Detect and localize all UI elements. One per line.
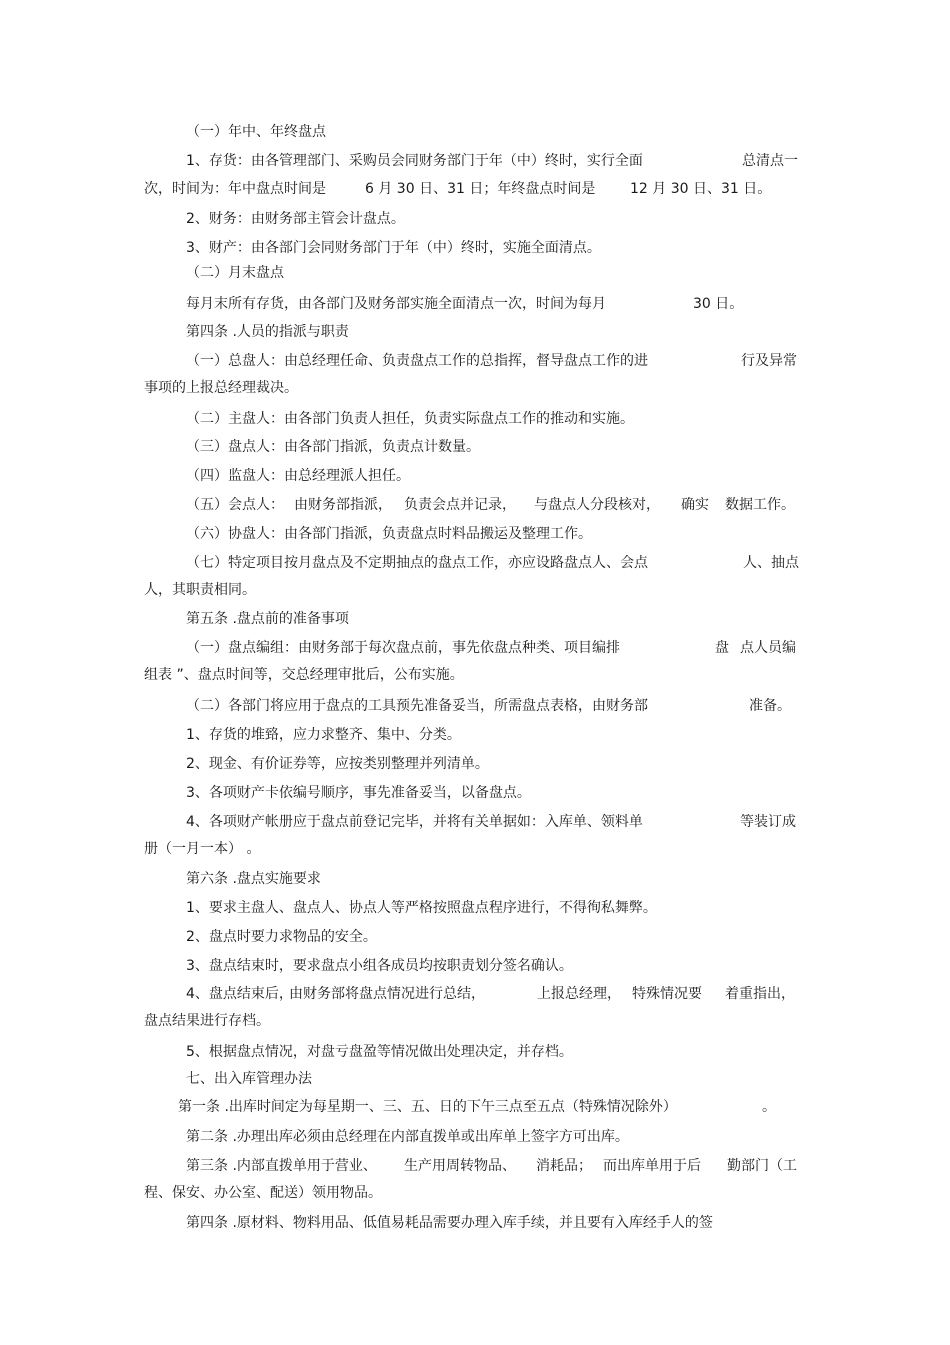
text-segment: 由财务部指派， <box>294 497 392 513</box>
text-segment: 程、保安、办公室、配送）领用物品。 <box>144 1185 382 1201</box>
text-segment: 数据工作。 <box>725 497 795 513</box>
text-segment: 册（一月一本） 。 <box>144 841 261 857</box>
text-segment: 6 月 30 日、31 日；年终盘点时间是 <box>365 181 596 197</box>
text-segment: 确实 <box>681 497 709 513</box>
text-segment: 人，其职责相同。 <box>144 582 256 598</box>
text-segment: 第三条 .内部直拨单用于营业、 <box>186 1158 377 1174</box>
text-segment: 12 月 30 日、31 日。 <box>630 181 772 197</box>
text-segment: 1、存货：由各管理部门、采购员会同财务部门于年（中）终时，实行全面 <box>186 153 643 169</box>
text-segment: 会点人： <box>228 497 284 513</box>
text-segment: 着重指出， <box>725 986 795 1002</box>
text-segment: 等装订成 <box>740 814 796 830</box>
text-segment: 2、现金、有价证券等，应按类别整理并列清单。 <box>186 756 489 772</box>
text-segment: （四）监盘人：由总经理派人担任。 <box>186 468 410 484</box>
text-segment: （二）各部门将应用于盘点的工具预先准备妥当，所需盘点表格，由财务部 <box>186 698 648 714</box>
text-segment: 组表 ”、盘点时间等，交总经理审批后，公布实施。 <box>144 667 464 683</box>
text-segment: 由财务部将盘点情况进行总结， <box>289 986 485 1002</box>
text-segment: 1、要求主盘人、盘点人、协点人等严格按照盘点程序进行，不得徇私舞弊。 <box>186 900 657 916</box>
text-segment: 2、财务：由财务部主管会计盘点。 <box>186 211 405 227</box>
text-segment: 第四条 .原材料、物料用品、低值易耗品需要办理入库手续，并且要有入库经手人的签 <box>186 1215 713 1231</box>
text-segment: 2、盘点时要力求物品的安全。 <box>186 929 377 945</box>
text-segment: 准备。 <box>749 698 791 714</box>
text-segment: 盘点结果进行存档。 <box>144 1013 270 1029</box>
text-segment: 消耗品； <box>536 1158 592 1174</box>
text-segment: 负责会点并记录， <box>404 497 516 513</box>
text-segment: （三）盘点人：由各部门指派，负责点计数量。 <box>186 439 480 455</box>
text-segment: 第六条 .盘点实施要求 <box>186 871 321 887</box>
text-segment: （一）总盘人：由总经理任命、负责盘点工作的总指挥，督导盘点工作的进 <box>186 353 648 369</box>
text-segment: （七）特定项目按月盘点及不定期抽点的盘点工作，亦应设路盘点人、会点 <box>186 555 648 571</box>
text-segment: 3、财产：由各部门会同财务部门于年（中）终时，实施全面清点。 <box>186 240 601 256</box>
text-segment: 事项的上报总经理裁决。 <box>144 380 298 396</box>
text-segment: 第二条 .办理出库必须由总经理在内部直拨单或出库单上签字方可出库。 <box>186 1129 629 1145</box>
text-segment: 而出库单用于后 <box>603 1158 701 1174</box>
text-segment: 第五条 .盘点前的准备事项 <box>186 611 349 627</box>
text-segment: 七、出入库管理办法 <box>186 1071 312 1087</box>
text-segment: 盘 <box>715 640 729 656</box>
text-segment: 1、存货的堆臵，应力求整齐、集中、分类。 <box>186 727 461 743</box>
text-segment: 点人员编 <box>740 640 796 656</box>
text-segment: 5、根据盘点情况，对盘亏盘盈等情况做出处理决定，并存档。 <box>186 1044 573 1060</box>
text-segment: （五） <box>186 497 228 513</box>
text-segment: 每月末所有存货，由各部门及财务部实施全面清点一次，时间为每月 <box>186 296 606 312</box>
text-segment: 与盘点人分段核对， <box>534 497 660 513</box>
text-segment: 第一条 .出库时间定为每星期一、三、五、日的下午三点至五点（特殊情况除外） <box>178 1099 677 1115</box>
text-segment: 勤部门（工 <box>727 1158 797 1174</box>
text-segment: （二）月末盘点 <box>186 265 284 281</box>
text-segment: 行及异常 <box>741 353 797 369</box>
text-segment: 4、盘点结束后， <box>186 986 293 1002</box>
text-segment: 总清点一 <box>742 153 798 169</box>
text-segment: 。 <box>762 1099 776 1115</box>
text-segment: （二）主盘人：由各部门负责人担任，负责实际盘点工作的推动和实施。 <box>186 411 634 427</box>
text-segment: 人、抽点 <box>743 555 799 571</box>
text-segment: 第四条 .人员的指派与职责 <box>186 324 349 340</box>
text-segment: 上报总经理， <box>537 986 621 1002</box>
text-segment: 次，时间为：年中盘点时间是 <box>144 181 326 197</box>
text-segment: （六）协盘人：由各部门指派，负责盘点时料品搬运及整理工作。 <box>186 526 592 542</box>
text-segment: （一）盘点编组：由财务部于每次盘点前，事先依盘点种类、项目编排 <box>186 640 620 656</box>
text-segment: 3、各项财产卡依编号顺序，事先准备妥当，以备盘点。 <box>186 785 531 801</box>
text-segment: （一）年中、年终盘点 <box>186 124 326 140</box>
text-segment: 特殊情况要 <box>632 986 702 1002</box>
text-segment: 生产用周转物品、 <box>404 1158 516 1174</box>
text-segment: 4、各项财产帐册应于盘点前登记完毕，并将有关单据如：入库单、领料单 <box>186 814 643 830</box>
text-segment: 30 日。 <box>693 296 744 312</box>
text-segment: 3、盘点结束时，要求盘点小组各成员均按职责划分签名确认。 <box>186 958 573 974</box>
